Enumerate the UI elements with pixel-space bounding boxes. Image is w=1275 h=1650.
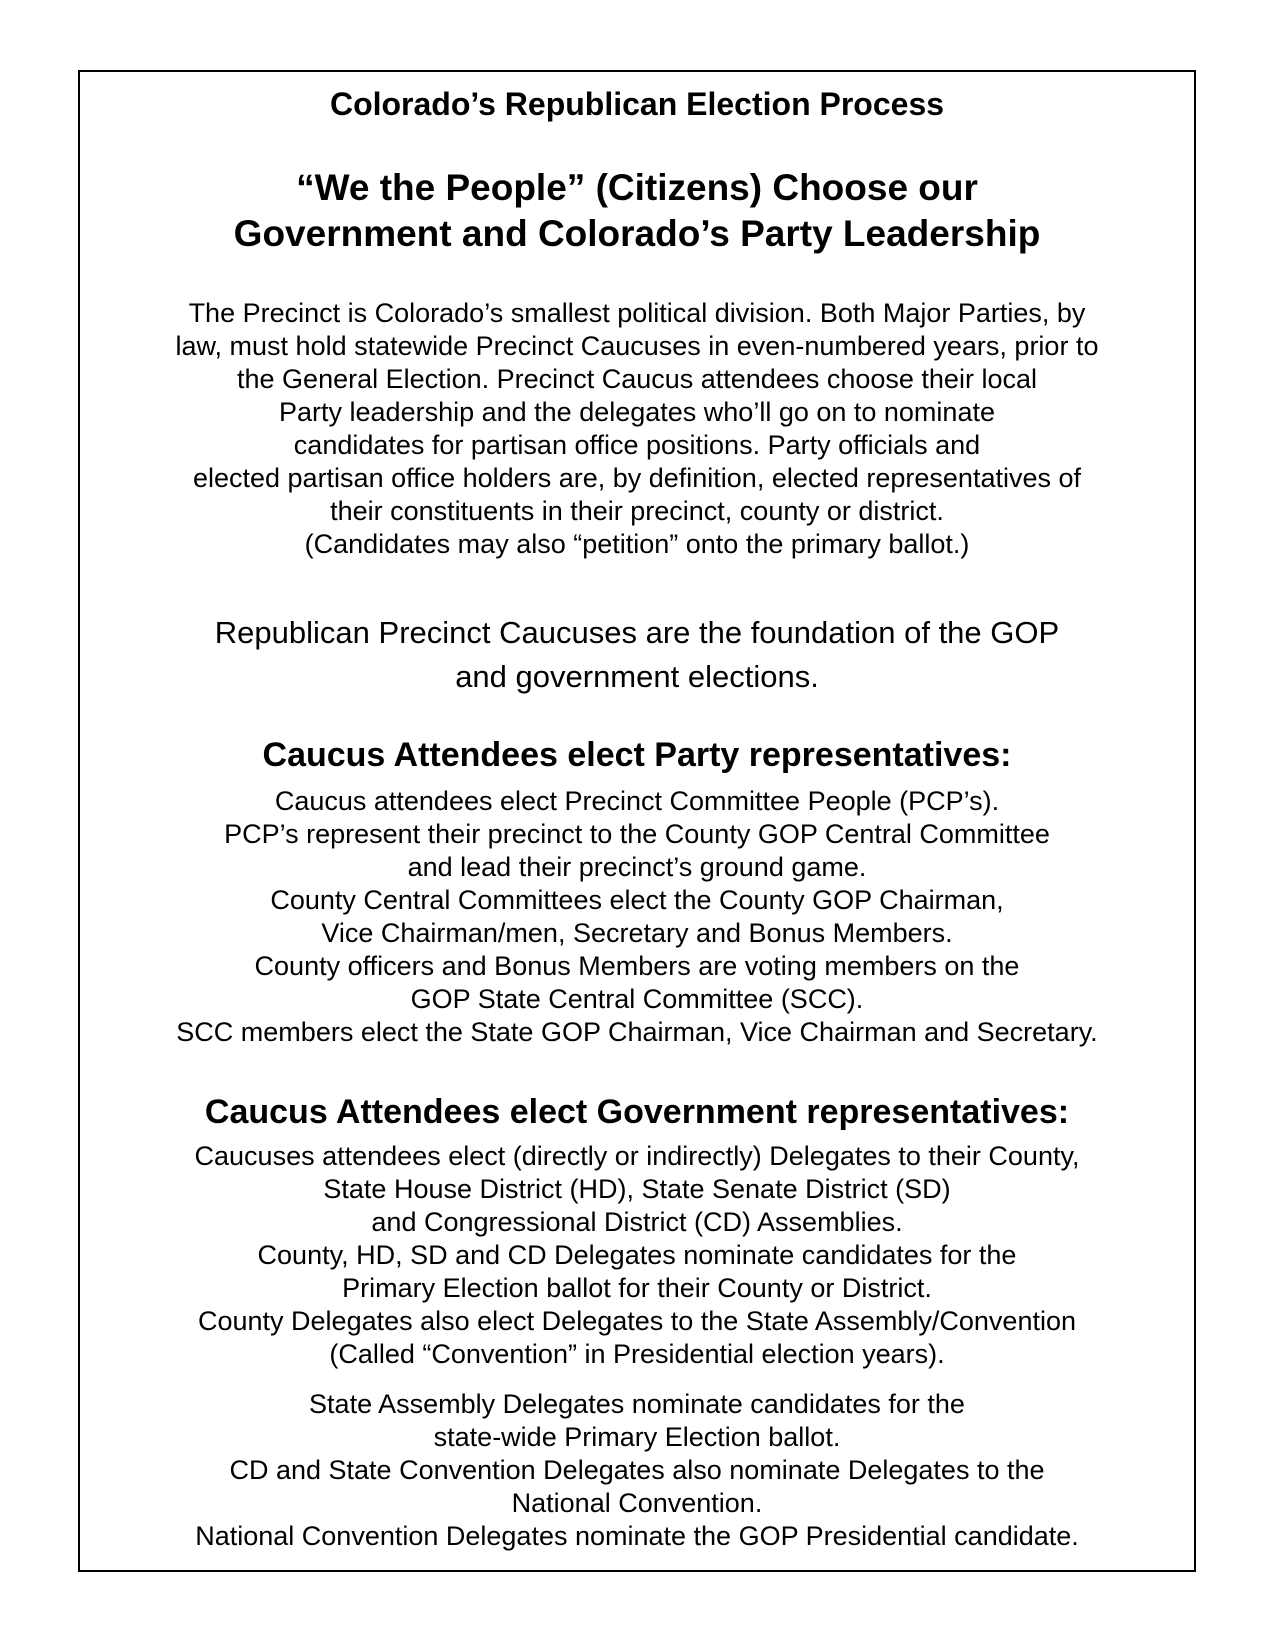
section-heading-government: Caucus Attendees elect Government representatives: — [204, 1093, 1070, 1131]
intro-line: law, must hold statewide Precinct Caucuses in even-numbered years, prior to — [175, 331, 1099, 361]
party-line: Caucus attendees elect Precinct Committee People (PCP’s). — [274, 786, 1000, 816]
intro-paragraph — [80, 297, 1194, 561]
government-section-body — [80, 1140, 1194, 1371]
closing-line: state-wide Primary Election ballot. — [433, 1422, 841, 1452]
foundation-line: and government elections. — [455, 659, 819, 694]
government-line: and Congressional District (CD) Assemblies. — [371, 1207, 903, 1237]
page-title: Colorado’s Republican Election Process — [329, 86, 945, 122]
party-line: County Central Committees elect the County GOP Chairman, — [270, 885, 1004, 915]
party-line: County officers and Bonus Members are voting members on the — [254, 951, 1020, 981]
intro-line: the General Election. Precinct Caucus attendees choose their local — [237, 364, 1037, 394]
closing-line: CD and State Convention Delegates also nominate Delegates to the — [229, 1455, 1045, 1485]
intro-line: The Precinct is Colorado’s smallest political division. Both Major Parties, by — [188, 298, 1086, 328]
page-subtitle — [80, 165, 1194, 257]
closing-line: National Convention. — [511, 1488, 763, 1518]
government-line: State House District (HD), State Senate District (SD) — [323, 1174, 951, 1204]
government-line: Primary Election ballot for their County or District. — [342, 1273, 932, 1303]
government-line: Caucuses attendees elect (directly or indirectly) Delegates to their County, — [194, 1141, 1080, 1171]
foundation-statement — [80, 611, 1194, 699]
intro-line: elected partisan office holders are, by definition, elected representatives of — [192, 463, 1082, 493]
subtitle-line: “We the People” (Citizens) Choose our — [296, 167, 978, 208]
closing-line: National Convention Delegates nominate the GOP Presidential candidate. — [195, 1521, 1079, 1551]
government-line: (Called “Convention” in Presidential election years). — [329, 1339, 945, 1369]
party-line: SCC members elect the State GOP Chairman, Vice Chairman and Secretary. — [176, 1017, 1098, 1047]
closing-paragraph — [80, 1388, 1194, 1553]
party-line: Vice Chairman/men, Secretary and Bonus Members. — [321, 918, 953, 948]
intro-line: candidates for partisan office positions. Party officials and — [293, 430, 981, 460]
government-line: County, HD, SD and CD Delegates nominate candidates for the — [257, 1240, 1017, 1270]
subtitle-line: Government and Colorado’s Party Leadership — [233, 213, 1041, 254]
foundation-line: Republican Precinct Caucuses are the foundation of the GOP — [214, 615, 1060, 650]
document-page — [78, 70, 1196, 1572]
party-line: GOP State Central Committee (SCC). — [410, 984, 864, 1014]
party-line: PCP’s represent their precinct to the County GOP Central Committee — [224, 819, 1050, 849]
intro-line: Party leadership and the delegates who’ll go on to nominate — [279, 397, 995, 427]
party-line: and lead their precinct’s ground game. — [407, 852, 867, 882]
intro-line: (Candidates may also “petition” onto the primary ballot.) — [304, 529, 970, 559]
closing-line: State Assembly Delegates nominate candidates for the — [309, 1389, 965, 1419]
intro-line: their constituents in their precinct, county or district. — [330, 496, 944, 526]
party-section-body — [80, 785, 1194, 1049]
section-heading-party: Caucus Attendees elect Party representatives: — [262, 736, 1012, 774]
government-line: County Delegates also elect Delegates to the State Assembly/Convention — [197, 1306, 1076, 1336]
